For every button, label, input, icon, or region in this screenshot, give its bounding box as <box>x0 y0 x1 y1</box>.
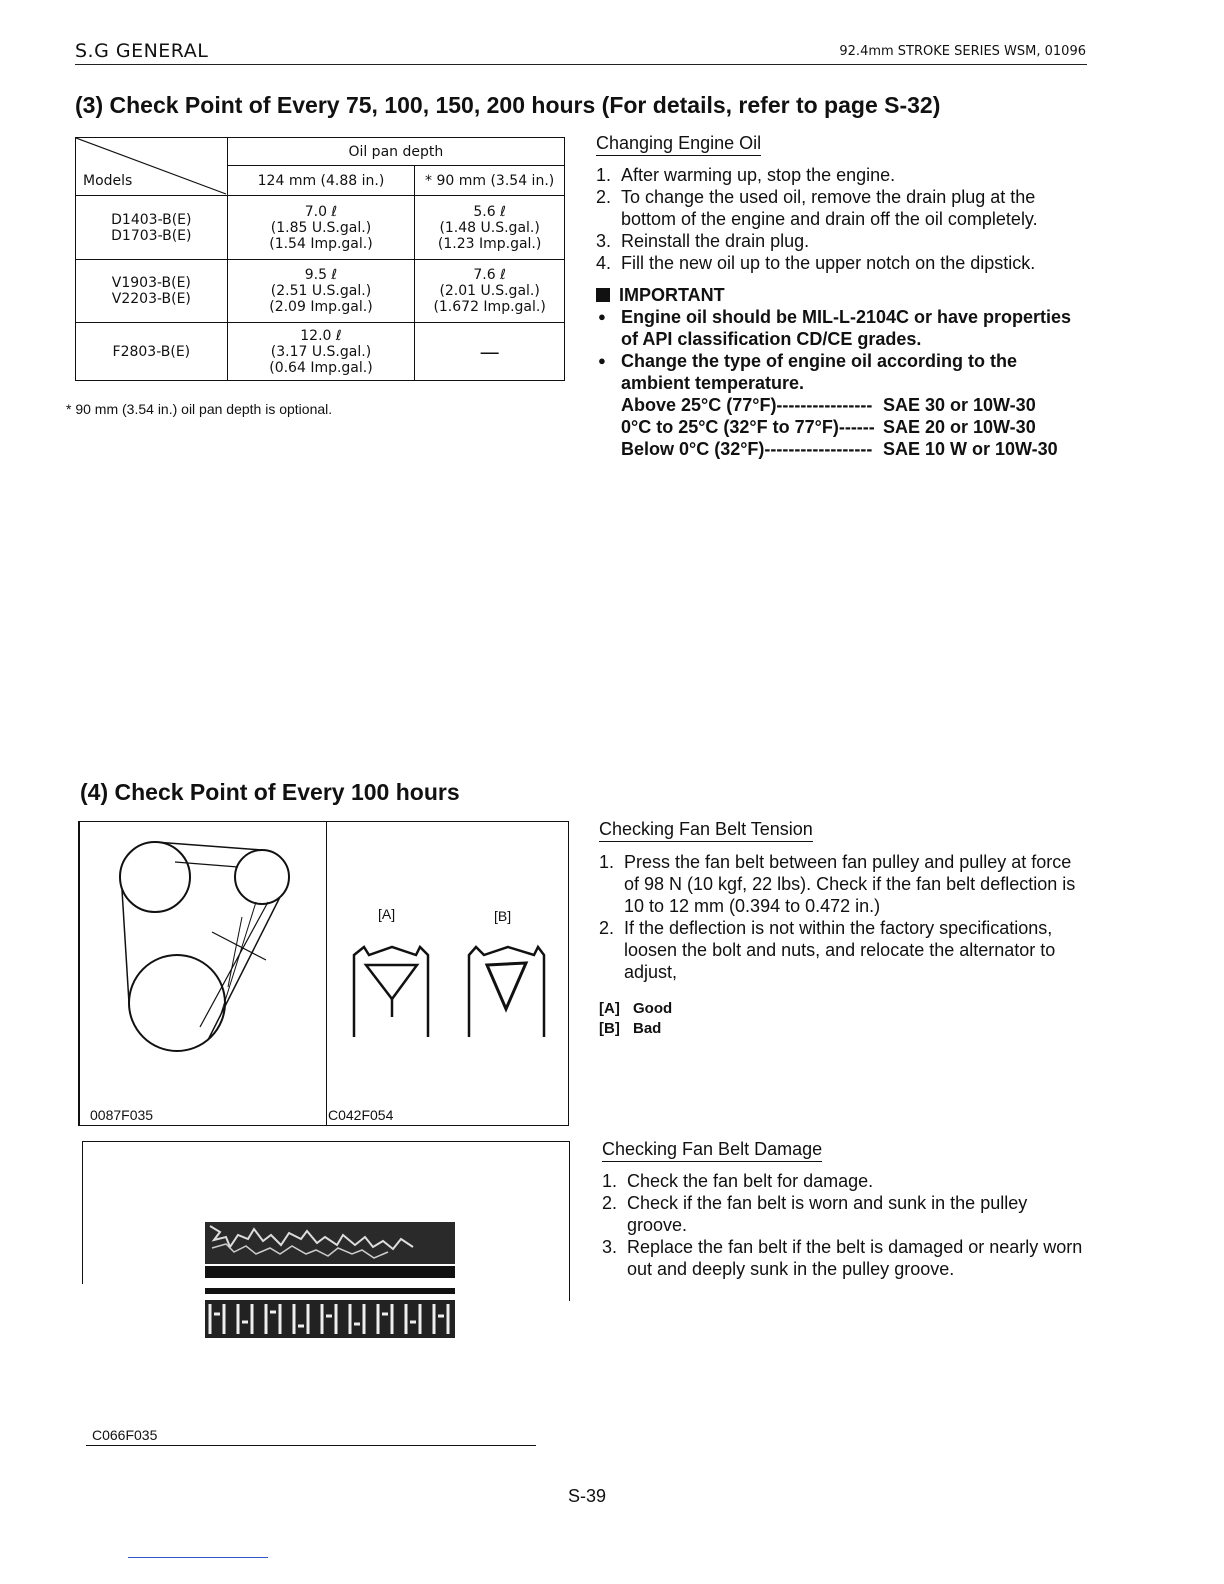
changing-oil-heading: Changing Engine Oil <box>596 133 761 156</box>
deflection-figure <box>324 821 569 1126</box>
list-item: 1. After warming up, stop the engine. <box>596 165 896 185</box>
list-item: 3. Replace the fan belt if the belt is damaged or nearly worn out and deeply sunk in the pulley groove. <box>602 1237 1083 1279</box>
list-item: 2. Check if the fan belt is worn and sunk in the pulley groove. <box>602 1193 1028 1235</box>
capacity-liters: 9.5 ℓ <box>304 267 338 283</box>
fan-pulley <box>235 850 289 904</box>
models-label: Models <box>83 173 133 189</box>
important-bullet: ● Engine oil should be MIL-L-2104C or have properties of API classification CD/CE grades. <box>596 306 1088 350</box>
page-number: S-39 <box>568 1486 607 1506</box>
belt-pulley-diagram <box>80 822 326 1102</box>
damaged-belt-photo <box>200 1218 460 1348</box>
figure-caption: C066F035 <box>92 1427 158 1443</box>
capacity-liters: 7.6 ℓ <box>473 267 506 283</box>
models-header-cell <box>76 138 228 196</box>
square-bullet-icon <box>596 288 610 302</box>
temperature-table <box>596 394 1088 460</box>
legend-item: [B] Bad <box>599 1020 662 1037</box>
groove-good <box>354 947 428 1037</box>
model-name: V2203-B(E) <box>111 291 191 307</box>
list-item: 3. Reinstall the drain plug. <box>596 231 810 251</box>
not-applicable-dash: — <box>479 339 500 364</box>
capacity-us-gal: (2.01 U.S.gal.) <box>439 283 540 299</box>
figure-top-rule <box>82 1141 570 1142</box>
fan-belt-tension-steps <box>599 851 1089 983</box>
section-3-title: (3) Check Point of Every 75, 100, 150, 200 hours (For details, refer to page S-32) <box>75 92 941 118</box>
belt-good <box>366 965 417 999</box>
capacity-liters: 12.0 ℓ <box>300 327 342 344</box>
capacity-liters: 5.6 ℓ <box>473 203 506 220</box>
list-item: 1. Check the fan belt for damage. <box>602 1171 874 1191</box>
temp-row: Above 25°C (77°F)---------------- SAE 30 or 10W-30 <box>621 395 1036 415</box>
capacity-liters: 7.0 ℓ <box>304 203 338 220</box>
fan-belt-damage-heading: Checking Fan Belt Damage <box>602 1139 822 1162</box>
fan-belt-tension-block <box>599 819 1089 1039</box>
figure-left-rule <box>82 1141 83 1284</box>
crank-pulley <box>129 955 225 1051</box>
legend-item: [A] Good <box>599 1000 673 1017</box>
col-90mm-header: * 90 mm (3.54 in.) <box>415 166 565 196</box>
table-footnote: * 90 mm (3.54 in.) oil pan depth is optional. <box>66 401 333 417</box>
capacity-us-gal: (3.17 U.S.gal.) <box>270 343 372 360</box>
model-name: V1903-B(E) <box>111 275 191 291</box>
pulley-top-left <box>120 842 190 912</box>
list-item: 2. To change the used oil, remove the drain plug at the bottom of the engine and drain off the oil completely. <box>596 187 1038 229</box>
header-rule <box>75 64 1087 65</box>
model-name: F2803-B(E) <box>112 343 191 360</box>
model-name: D1403-B(E) <box>111 211 192 228</box>
label-bad: [B] <box>494 908 512 924</box>
important-heading <box>596 284 1088 306</box>
oil-capacity-table <box>75 137 565 381</box>
important-bullet: ● Change the type of engine oil according to the ambient temperature. <box>596 350 1088 394</box>
capacity-us-gal: (1.48 U.S.gal.) <box>439 219 540 236</box>
fan-belt-tension-heading: Checking Fan Belt Tension <box>599 819 813 842</box>
temp-row: 0°C to 25°C (32°F to 77°F)------ SAE 20 or 10W-30 <box>621 417 1036 437</box>
belt-pulley-figure <box>78 821 327 1126</box>
changing-oil-block <box>596 133 1088 460</box>
capacity-us-gal: (1.85 U.S.gal.) <box>270 219 372 236</box>
bottom-artifact-rule <box>128 1557 268 1558</box>
list-item: 4. Fill the new oil up to the upper notch on the dipstick. <box>596 253 1036 273</box>
important-label: IMPORTANT <box>619 285 725 305</box>
figure-right-rule <box>569 1141 570 1301</box>
caption-rule <box>86 1445 536 1446</box>
section-4-title: (4) Check Point of Every 100 hours <box>80 779 460 805</box>
figure-caption: C042F054 <box>328 1107 394 1123</box>
capacity-us-gal: (2.51 U.S.gal.) <box>270 283 372 299</box>
groove-bad <box>469 947 544 1037</box>
capacity-imp-gal: (0.64 Imp.gal.) <box>269 359 373 376</box>
model-name: D1703-B(E) <box>111 227 192 244</box>
temp-row: Below 0°C (32°F)------------------ SAE 10 W or 10W-30 <box>621 439 1058 459</box>
header-manual-id: 92.4mm STROKE SERIES WSM, 01096 <box>839 44 1086 59</box>
header-section-title: S.G GENERAL <box>75 40 209 62</box>
list-item: 2. If the deflection is not within the factory specifications, loosen the bolt and nuts, and relocate the alternator to adjust, <box>599 918 1056 982</box>
list-item: 1. Press the fan belt between fan pulley and pulley at force of 98 N (10 kgf, 22 lbs). Check if the fan belt deflection is 10 to 12 mm (0.394 to 0.472 in.) <box>599 852 1076 916</box>
capacity-imp-gal: (2.09 Imp.gal.) <box>269 299 373 315</box>
label-good: [A] <box>378 906 396 922</box>
oil-pan-depth-header: Oil pan depth <box>227 138 564 166</box>
fan-belt-damage-block <box>602 1139 1090 1280</box>
belt-groove-diagram <box>324 937 568 1057</box>
figure-legend <box>599 999 1089 1039</box>
changing-oil-steps <box>596 164 1088 274</box>
figure-caption: 0087F035 <box>90 1107 154 1123</box>
capacity-imp-gal: (1.672 Imp.gal.) <box>433 299 546 315</box>
fan-belt-damage-steps <box>602 1170 1090 1280</box>
capacity-imp-gal: (1.23 Imp.gal.) <box>437 235 542 252</box>
table-row <box>76 260 565 323</box>
capacity-imp-gal: (1.54 Imp.gal.) <box>269 235 373 252</box>
belt-bad <box>487 963 526 1009</box>
table-row <box>76 323 565 381</box>
table-row <box>76 196 565 260</box>
col-124mm-header: 124 mm (4.88 in.) <box>227 166 415 196</box>
